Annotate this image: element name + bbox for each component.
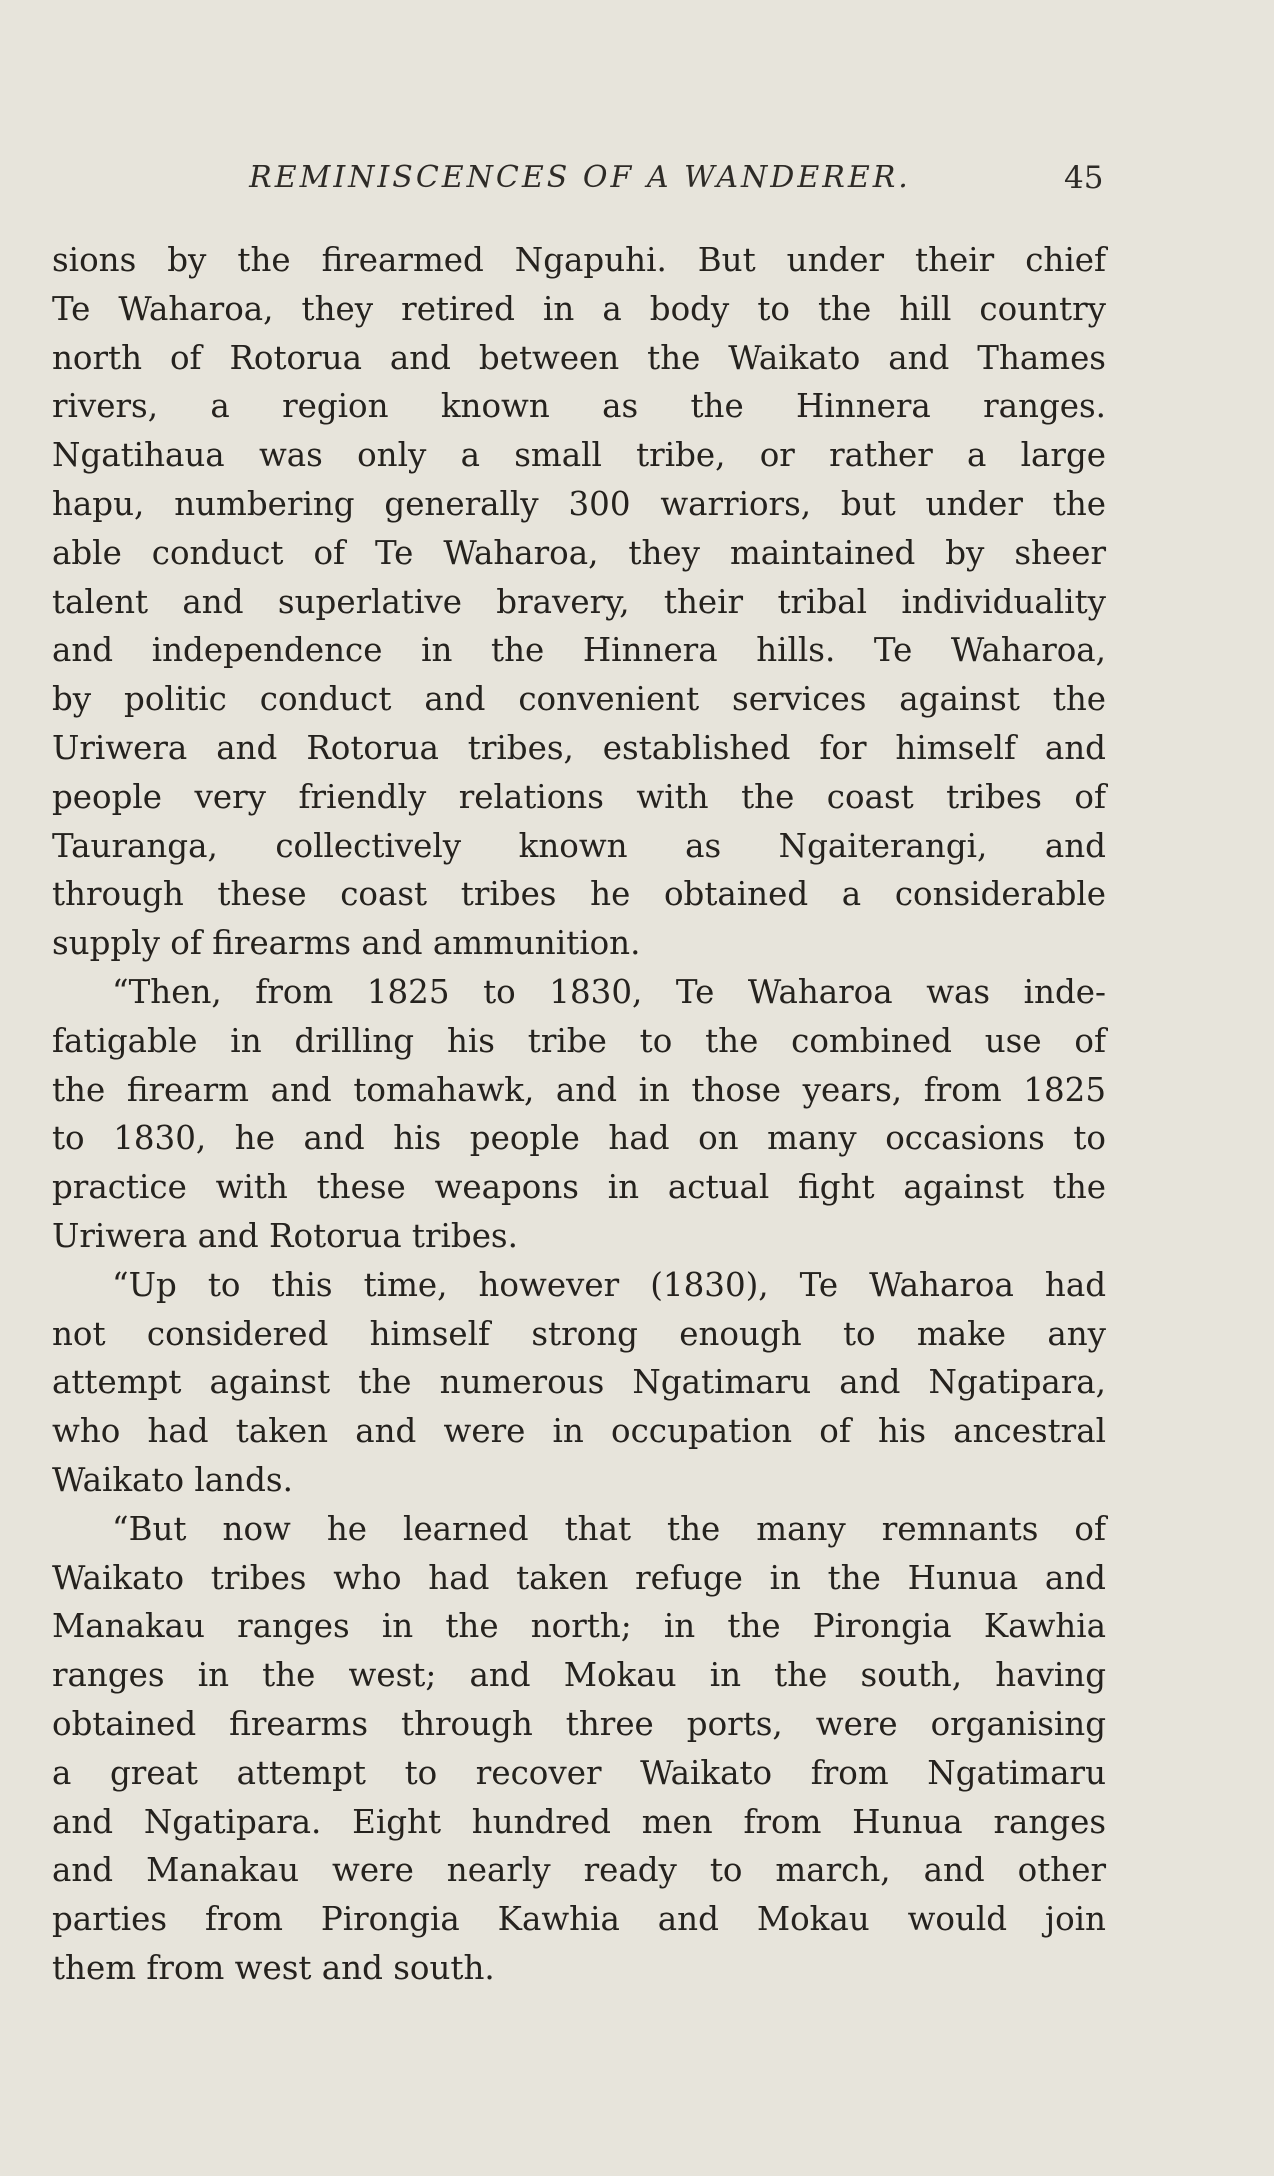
text-line: “But now he learned that the many remnants of: [112, 1509, 1106, 1548]
text-line: Te Waharoa, they retired in a body to the hill country: [52, 289, 1106, 328]
text-line: rivers, a region known as the Hinnera ranges.: [52, 387, 1106, 426]
text-line: obtained firearms through three ports, were organising: [52, 1704, 1106, 1743]
text-line: not considered himself strong enough to make any: [52, 1314, 1106, 1353]
text-line: hapu, numbering generally 300 warriors, but under the: [52, 484, 1106, 523]
text-line: them from west and south.: [52, 1948, 495, 1987]
text-line: fatigable in drilling his tribe to the combined use of: [52, 1021, 1106, 1060]
text-line: Manakau ranges in the north; in the Pirongia Kawhia: [52, 1607, 1106, 1646]
text-line: practice with these weapons in actual fight against the: [52, 1168, 1106, 1207]
text-line: Waikato lands.: [52, 1460, 293, 1499]
running-title: REMINISCENCES OF A WANDERER.: [249, 160, 911, 195]
text-line: and Manakau were nearly ready to march, and other: [52, 1851, 1106, 1890]
text-line: and Ngatipara. Eight hundred men from Hunua ranges: [52, 1802, 1106, 1841]
text-line: Tauranga, collectively known as Ngaiterangi, and: [52, 826, 1106, 865]
text-line: Ngatihaua was only a small tribe, or rather a large: [52, 436, 1106, 475]
text-line: sions by the firearmed Ngapuhi. But under their chief: [52, 241, 1106, 279]
text-line: to 1830, he and his people had on many occasions to: [52, 1119, 1106, 1158]
body-text: [52, 236, 1106, 1993]
text-line: who had taken and were in occupation of his ancestral: [52, 1412, 1106, 1451]
text-line: parties from Pirongia Kawhia and Mokau would join: [52, 1900, 1106, 1939]
text-line: a great attempt to recover Waikato from Ngatimaru: [52, 1753, 1106, 1792]
text-line: talent and superlative bravery, their tribal individuality: [52, 582, 1106, 621]
text-line: “Up to this time, however (1830), Te Waharoa had: [112, 1265, 1106, 1304]
text-line: “Then, from 1825 to 1830, Te Waharoa was inde-: [112, 972, 1106, 1011]
text-line: through these coast tribes he obtained a considerable: [52, 875, 1106, 914]
text-line: Uriwera and Rotorua tribes.: [52, 1216, 518, 1255]
text-line: supply of firearms and ammunition.: [52, 924, 641, 963]
text-line: north of Rotorua and between the Waikato and Thames: [52, 338, 1106, 377]
text-line: people very friendly relations with the coast tribes of: [52, 777, 1106, 816]
text-line: ranges in the west; and Mokau in the south, having: [52, 1656, 1106, 1695]
text-line: the firearm and tomahawk, and in those years, from 1825: [52, 1070, 1106, 1109]
text-line: Uriwera and Rotorua tribes, established for himself and: [52, 728, 1106, 767]
text-line: and independence in the Hinnera hills. Te Waharoa,: [52, 631, 1106, 670]
text-line: Waikato tribes who had taken refuge in the Hunua and: [52, 1558, 1106, 1597]
text-line: attempt against the numerous Ngatimaru and Ngatipara,: [52, 1363, 1106, 1402]
text-line: by politic conduct and convenient services against the: [52, 680, 1106, 719]
text-line: able conduct of Te Waharoa, they maintained by sheer: [52, 533, 1106, 572]
page-number: 45: [1064, 160, 1104, 196]
